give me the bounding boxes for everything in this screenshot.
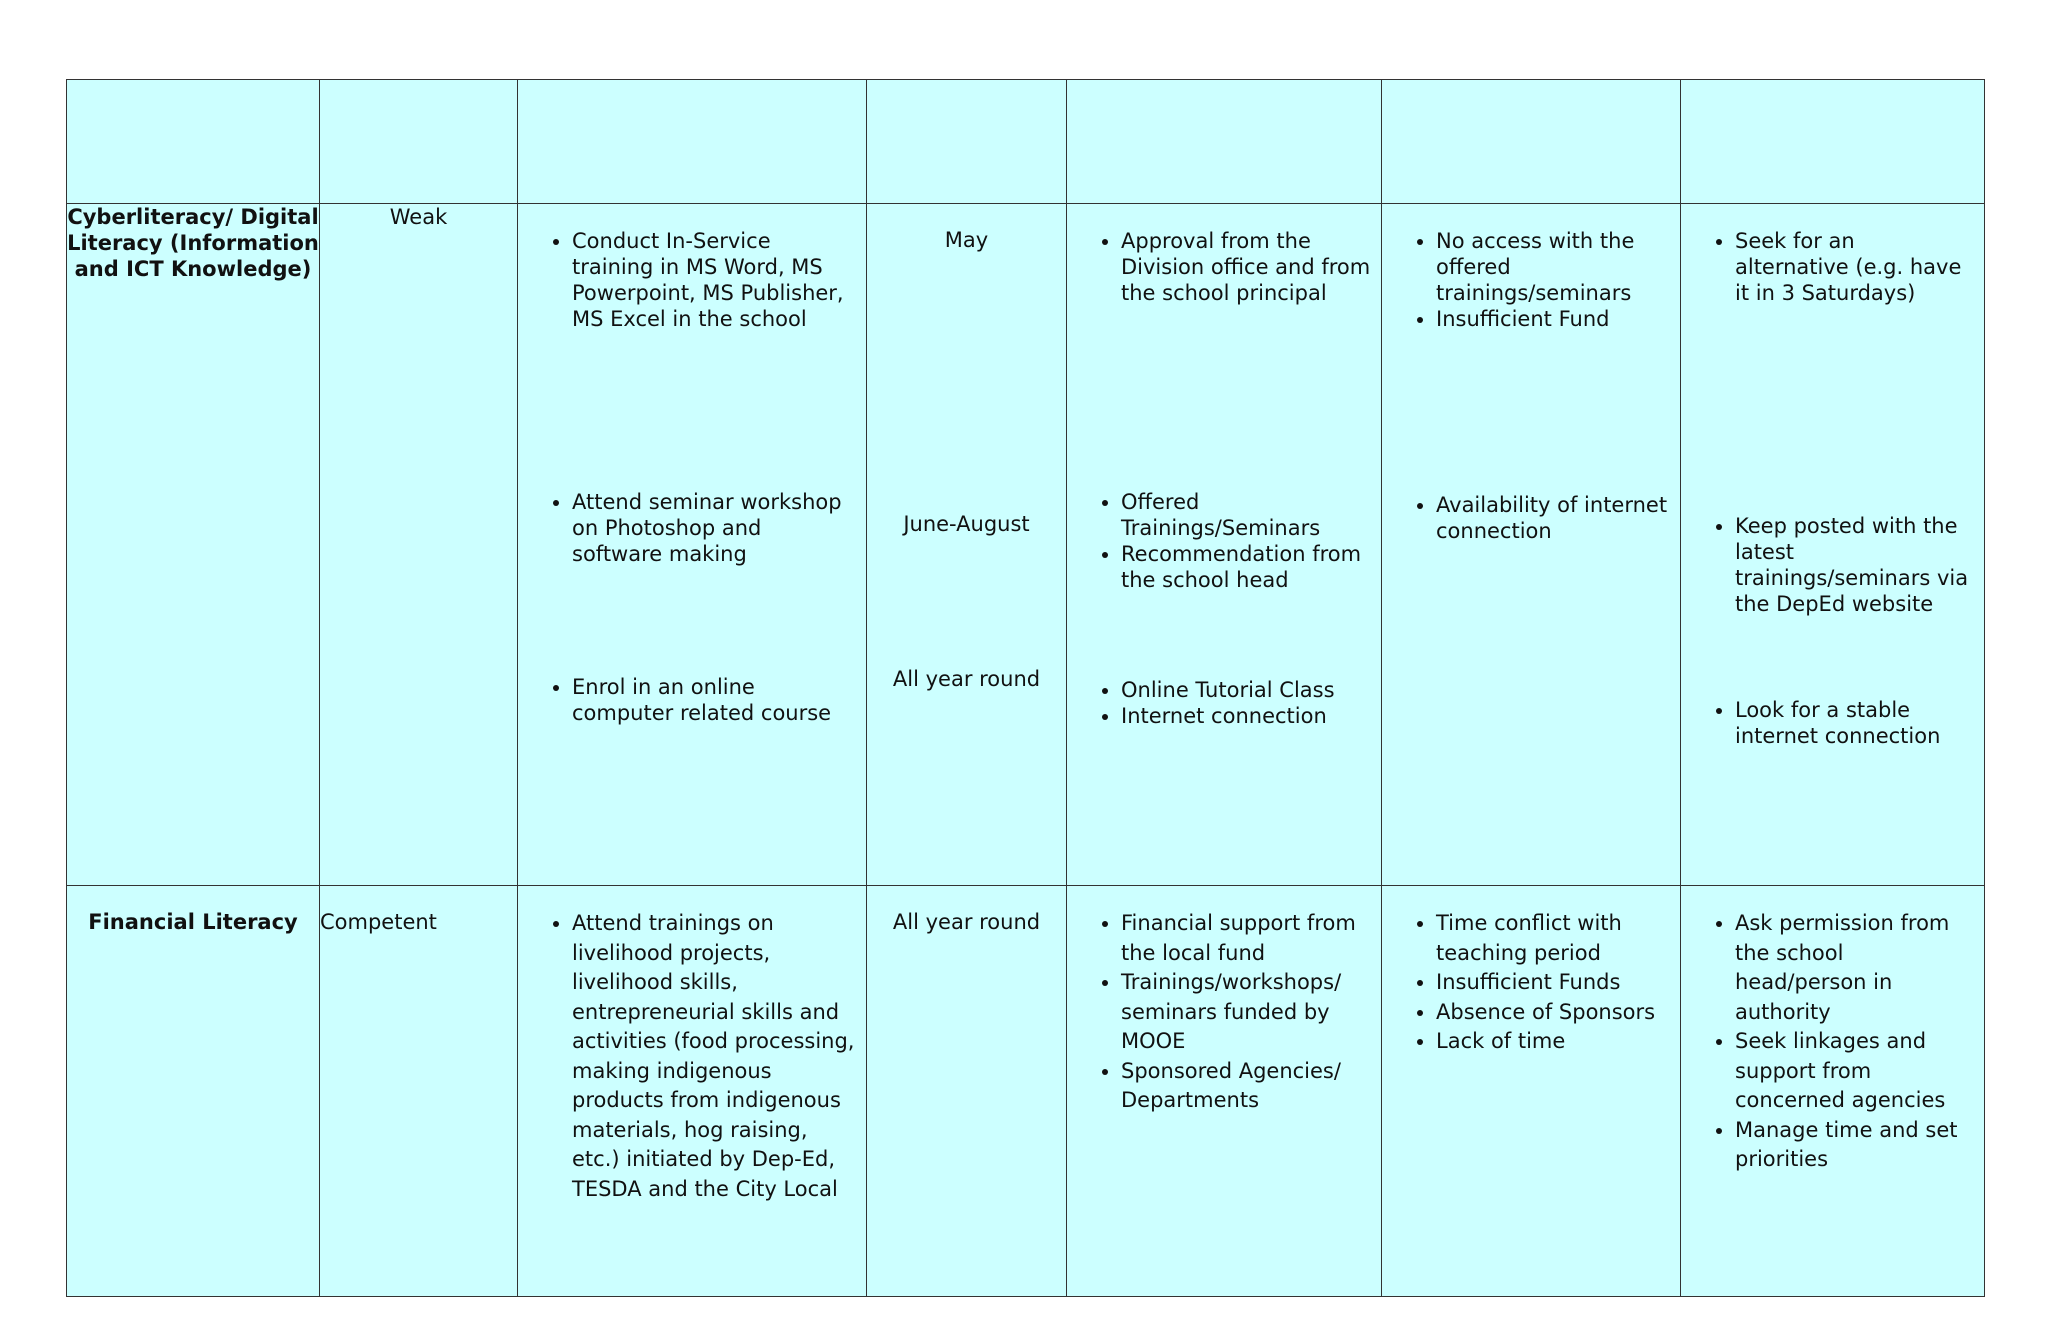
list-item: • Time conflict with teaching period	[1436, 909, 1670, 968]
table-row	[67, 204, 1985, 886]
list-item: • Trainings/workshops/ seminars funded by MOOE	[1121, 968, 1371, 1057]
list-item: • Financial support from the local fund	[1121, 909, 1371, 968]
list-item: • Look for a stable internet connection	[1735, 697, 1974, 749]
resources-cell	[1067, 204, 1382, 886]
list-item: • Absence of Sponsors	[1436, 998, 1670, 1028]
list-item: • Recommendation from the school head	[1121, 541, 1371, 593]
development-plan-table	[66, 79, 1985, 1297]
resources-cell	[1067, 886, 1382, 1297]
header-cell	[1681, 80, 1985, 204]
solutions-cell	[1681, 886, 1985, 1297]
timeframe-text: May	[944, 228, 989, 252]
list-item: • Seek linkages and support from concerned agencies	[1735, 1027, 1974, 1116]
header-cell	[67, 80, 320, 204]
header-cell	[1382, 80, 1681, 204]
list-item: • Enrol in an online computer related course	[572, 674, 856, 726]
header-cell	[1067, 80, 1382, 204]
list-item: • Online Tutorial Class	[1121, 677, 1371, 703]
challenges-cell	[1382, 204, 1681, 886]
header-cell	[518, 80, 867, 204]
list-item: • Attend seminar workshop on Photoshop and software making	[572, 489, 856, 567]
timeframe-cell: All year round	[867, 886, 1067, 1297]
list-item: • Offered Trainings/Seminars	[1121, 489, 1371, 541]
area-cell: Cyberliteracy/ Digital Literacy (Information and ICT Knowledge)	[67, 204, 320, 886]
header-cell	[320, 80, 518, 204]
timeframe-text: All year round	[892, 667, 1041, 691]
header-cell	[867, 80, 1067, 204]
header-row	[67, 80, 1985, 204]
level-cell: Weak	[320, 204, 518, 886]
objectives-cell	[518, 886, 867, 1297]
list-item: • Lack of time	[1436, 1027, 1670, 1057]
level-cell: Competent	[320, 886, 518, 1297]
solutions-cell	[1681, 204, 1985, 886]
list-item: • Manage time and set priorities	[1735, 1116, 1974, 1175]
list-item: • Sponsored Agencies/ Departments	[1121, 1057, 1371, 1116]
timeframe-cell	[867, 204, 1067, 886]
objectives-cell	[518, 204, 867, 886]
timeframe-text: June-August	[903, 512, 1030, 536]
list-item: • Insufficient Fund	[1436, 306, 1670, 332]
challenges-cell	[1382, 886, 1681, 1297]
list-item: • Attend trainings on livelihood projects, livelihood skills, entrepreneurial skills and activities (food processing, making indigenous products from indigenous materials, hog raising, etc.) initiated by Dep-Ed, TESDA and the City Local	[572, 909, 856, 1204]
list-item: • Keep posted with the latest trainings/seminars via the DepEd website	[1735, 513, 1974, 617]
list-item: • Availability of internet connection	[1436, 492, 1670, 544]
list-item: • Seek for an alternative (e.g. have it in 3 Saturdays)	[1735, 228, 1974, 306]
area-cell: Financial Literacy	[67, 886, 320, 1297]
list-item: • No access with the offered trainings/seminars	[1436, 228, 1670, 306]
list-item: • Approval from the Division office and from the school principal	[1121, 228, 1371, 306]
list-item: • Ask permission from the school head/person in authority	[1735, 909, 1974, 1027]
list-item: • Insufficient Funds	[1436, 968, 1670, 998]
list-item: • Conduct In-Service training in MS Word, MS Powerpoint, MS Publisher, MS Excel in the school	[572, 228, 856, 332]
list-item: • Internet connection	[1121, 703, 1371, 729]
table-row	[67, 886, 1985, 1297]
